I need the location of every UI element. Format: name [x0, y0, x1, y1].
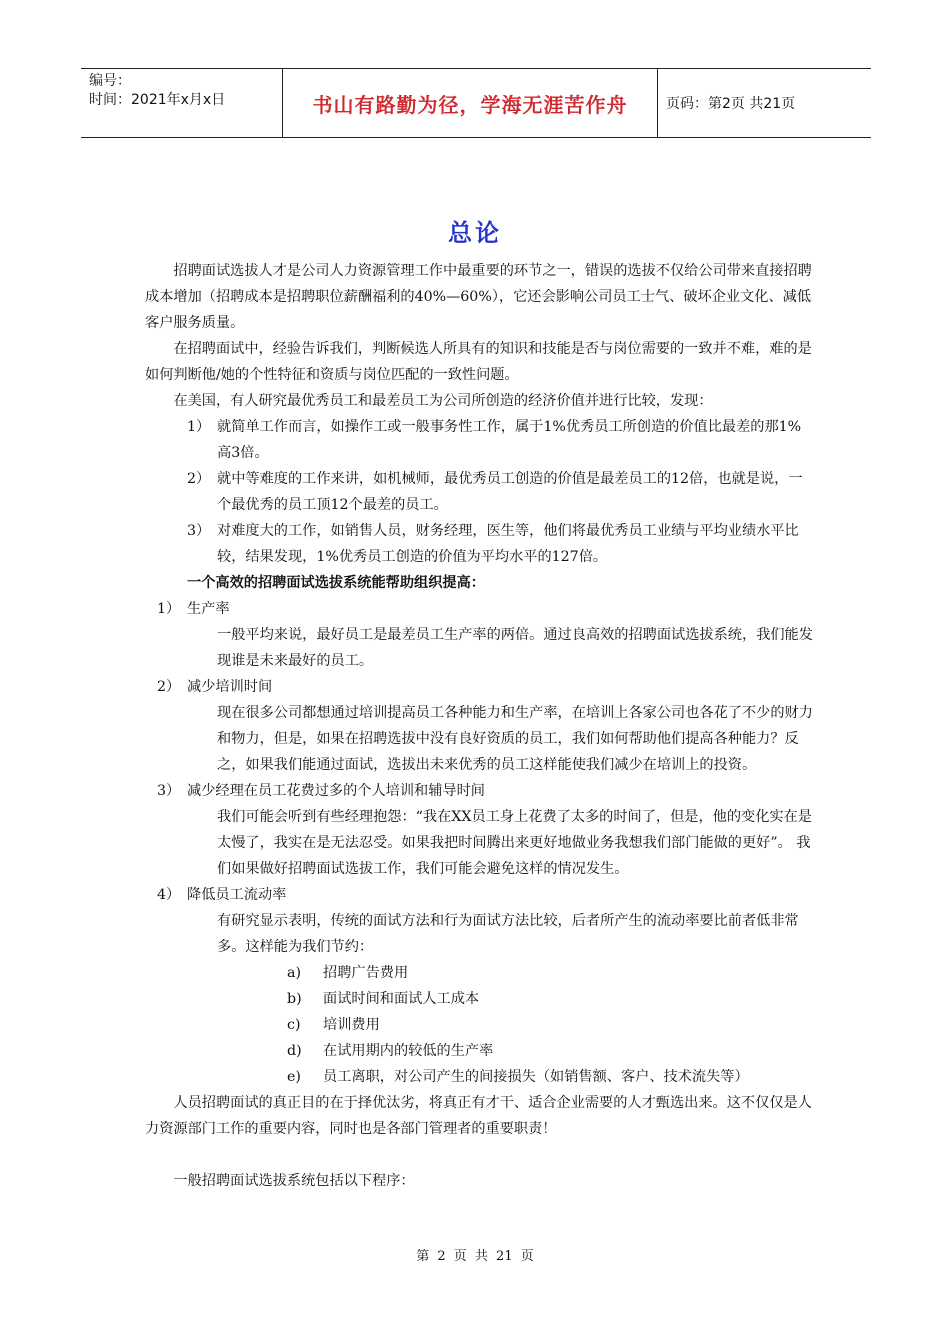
finding-number: 1） [187, 419, 211, 435]
finding-item [145, 414, 815, 466]
benefit-label [145, 596, 815, 622]
benefit-label [145, 778, 815, 804]
procedure-intro: 一般招聘面试选拔系统包括以下程序： [173, 1173, 415, 1189]
saving-letter: e) [287, 1069, 301, 1085]
header-motto: 书山有路勤为径，学海无涯苦作舟 [283, 69, 658, 137]
saving-text: 面试时间和面试人工成本 [323, 991, 480, 1007]
finding-text: 就中等难度的工作来讲，如机械师，最优秀员工创造的价值是最差员工的12倍，也就是说，一个最优秀的员工顶12个最差的员工。 [217, 471, 803, 513]
saving-text: 招聘广告费用 [323, 965, 409, 981]
saving-item [145, 1012, 815, 1038]
conclusion-paragraph: 人员招聘面试的真正目的在于择优汰劣，将真正有才干、适合企业需要的人才甄选出来。这不仅仅是人力资源部门工作的重要内容，同时也是各部门管理者的重要职责！ [145, 1095, 812, 1137]
saving-item [145, 960, 815, 986]
benefit-text: 一般平均来说，最好员工是最差员工生产率的两倍。通过良高效的招聘面试选拔系统，我们能发现谁是未来最好的员工。 [217, 627, 813, 669]
benefit-text: 有研究显示表明，传统的面试方法和行为面试方法比较，后者所产生的流动率要比前者低非常多。这样能为我们节约： [217, 913, 799, 955]
benefit-label-text: 减少培训时间 [187, 679, 273, 695]
document-body [145, 258, 815, 1194]
benefit-label-text: 生产率 [187, 601, 230, 617]
benefit-label-text: 降低员工流动率 [187, 887, 287, 903]
benefit-number: 1） [157, 601, 181, 617]
spacer [145, 1142, 815, 1168]
benefit-label-text: 减少经理在员工花费过多的个人培训和辅导时间 [187, 783, 485, 799]
saving-text: 在试用期内的较低的生产率 [323, 1043, 494, 1059]
finding-item [145, 466, 815, 518]
saving-letter: a) [287, 965, 301, 981]
finding-text: 对难度大的工作，如销售人员，财务经理，医生等，他们将最优秀员工业绩与平均业绩水平比较，结果发现，1%优秀员工创造的价值为平均水平的127倍。 [217, 523, 799, 565]
page-title: 总论 [448, 219, 502, 247]
finding-item [145, 518, 815, 570]
header-page-label: 页码：第2页 共21页 [666, 96, 796, 112]
benefit-label [145, 882, 815, 908]
intro-paragraph-3: 在美国，有人研究最优秀员工和最差员工为公司所创造的经济价值并进行比较，发现： [173, 393, 713, 409]
saving-letter: d) [287, 1043, 302, 1059]
system-heading: 一个高效的招聘面试选拔系统能帮助组织提高： [187, 575, 485, 591]
time-label: 时间：2021年x月x日 [89, 92, 226, 108]
benefit-number: 3） [157, 783, 181, 799]
benefit-text: 我们可能会听到有些经理抱怨：“我在XX员工身上花费了太多的时间了，但是，他的变化实在是太慢了，我实在是无法忍受。如果我把时间腾出来更好地做业务我想我们部门能做的更好”。 我们如果做好招聘面试选拔工作，我们可能会避免这样的情况发生。 [217, 809, 812, 877]
number-label: 编号： [89, 73, 131, 89]
saving-text: 培训费用 [323, 1017, 380, 1033]
saving-letter: c) [287, 1017, 301, 1033]
saving-letter: b) [287, 991, 302, 1007]
page-footer: 第 2 页 共 21 页 [416, 1249, 534, 1264]
benefit-number: 4） [157, 887, 181, 903]
document-header [81, 68, 871, 138]
finding-text: 就简单工作而言，如操作工或一般事务性工作，属于1%优秀员工所创造的价值比最差的那1%高3倍。 [217, 419, 802, 461]
benefit-label [145, 674, 815, 700]
finding-number: 3） [187, 523, 211, 539]
header-meta [81, 69, 283, 137]
saving-item [145, 1064, 815, 1090]
intro-paragraph-1: 招聘面试选拔人才是公司人力资源管理工作中最重要的环节之一，错误的选拔不仅给公司带来直接招聘成本增加（招聘成本是招聘职位薪酬福利的40%—60%），它还会影响公司员工士气、破坏企业文化、减低客户服务质量。 [145, 263, 812, 331]
benefit-number: 2） [157, 679, 181, 695]
saving-item [145, 986, 815, 1012]
intro-paragraph-2: 在招聘面试中，经验告诉我们，判断候选人所具有的知识和技能是否与岗位需要的一致并不难，难的是如何判断他/她的个性特征和资质与岗位匹配的一致性问题。 [145, 341, 812, 383]
finding-number: 2） [187, 471, 211, 487]
saving-item [145, 1038, 815, 1064]
benefit-text: 现在很多公司都想通过培训提高员工各种能力和生产率，在培训上各家公司也各花了不少的财力和物力，但是，如果在招聘选拔中没有良好资质的员工，我们如何帮助他们提高各种能力？反之，如果我们能通过面试，选拔出未来优秀的员工这样能使我们减少在培训上的投资。 [217, 705, 813, 773]
saving-text: 员工离职，对公司产生的间接损失（如销售额、客户、技术流失等） [323, 1069, 749, 1085]
